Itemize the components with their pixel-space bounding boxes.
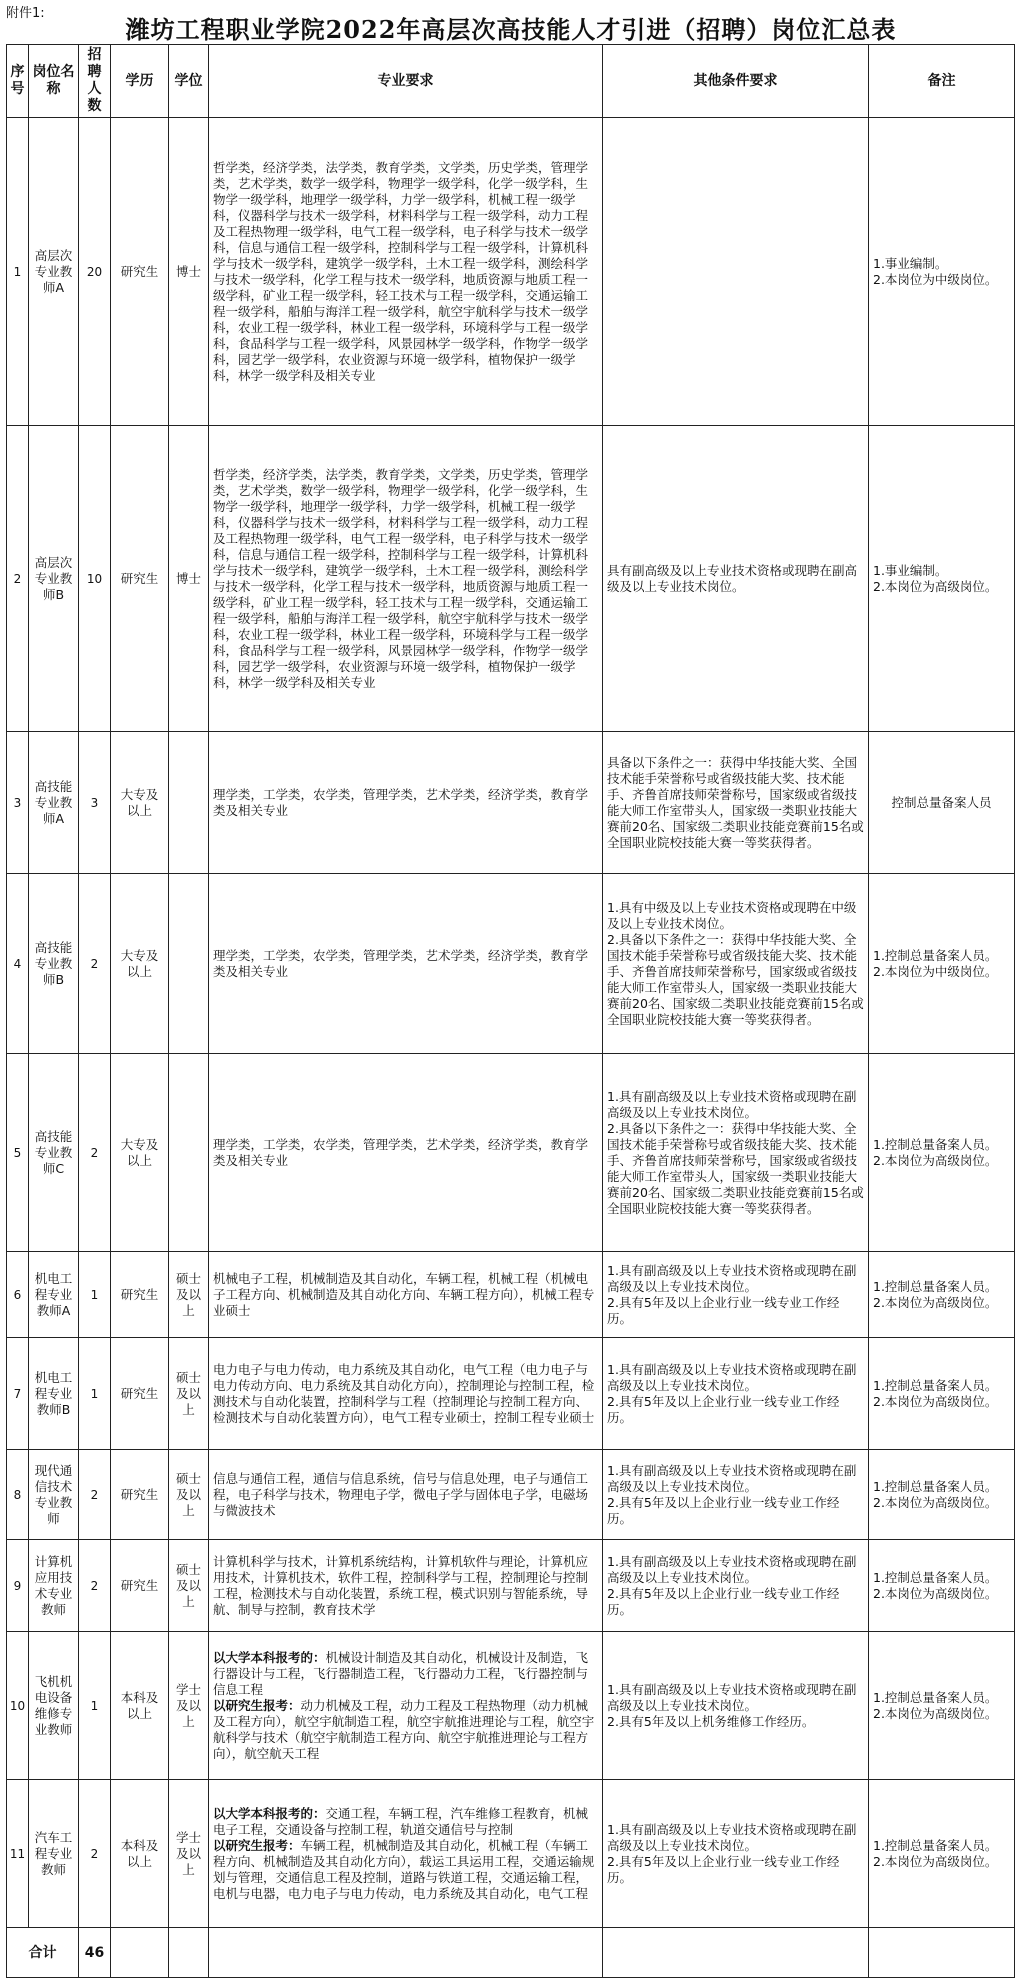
major-text: 哲学类，经济学类，法学类，教育学类，文学类，历史学类，管理学类，艺术学类，数学一级学科，物理学一级学科，化学一级学科，生物学一级学科，地理学一级学科，力学一级学科，机械工程一级学科，仪器科学与技术一级学科，材料科学与工程一级学科，动力工程及工程热物理一级学科，电气工程一级学科，电子科学与技术一级学科，信息与通信工程一级学科，控制科学与工程一级学科，计算机科学与技术一级学科，建筑学一级学科，土木工程一级学科，测绘科学与技术一级学科，化学工程与技术一级学科，地质资源与地质工程一级学科，矿业工程一级学科，轻工技术与工程一级学科，交通运输工程一级学科，船舶与海洋工程一级学科，航空宇航科学与技术一级学科，农业工程一级学科，林业工程一级学科，环境科学与工程一级学科，食品科学与工程一级学科，风景园林学一级学科，作物学一级学科，园艺学一级学科，农业资源与环境一级学科，植物保护一级学科，林学一级学科及相关专业: [213, 159, 589, 383]
cell-seq: 9: [7, 1540, 29, 1632]
cell-seq: 3: [7, 732, 29, 874]
cell-degree: 学士及以上: [169, 1632, 209, 1780]
table-row: [7, 732, 1015, 874]
cell-other: 1.具有副高级及以上专业技术资格或现聘在副高级及以上专业技术岗位。 2.具有5年及以上企业行业一线专业工作经历。: [603, 1540, 869, 1632]
total-row: [7, 1928, 1015, 1978]
cell-major: [209, 1338, 603, 1450]
cell-degree: 硕士及以上: [169, 1540, 209, 1632]
cell-other: 1.具有副高级及以上专业技术资格或现聘在副高级及以上专业技术岗位。 2.具有5年及以上企业行业一线专业工作经历。: [603, 1780, 869, 1928]
cell-post: 计算机应用技术专业教师: [29, 1540, 79, 1632]
cell-education: 研究生: [111, 1540, 169, 1632]
cell-remark: 1.控制总量备案人员。 2.本岗位为高级岗位。: [869, 1540, 1015, 1632]
cell-education: 研究生: [111, 426, 169, 732]
table-row: [7, 1780, 1015, 1928]
cell-education: 研究生: [111, 118, 169, 426]
cell-degree: 硕士及以上: [169, 1338, 209, 1450]
major-text: 理学类，工学类，农学类，管理学类，艺术学类，经济学类，教育学类及相关专业: [213, 947, 589, 979]
table-row: [7, 1252, 1015, 1338]
cell-degree: [169, 732, 209, 874]
major-undergrad-label: 以大学本科报考的：: [213, 1805, 326, 1821]
cell-major: [209, 1632, 603, 1780]
header-other: 其他条件要求: [603, 45, 869, 118]
cell-other: 具备以下条件之一：获得中华技能大奖、全国技术能手荣誉称号或省级技能大奖、技术能手、齐鲁首席技师荣誉称号，国家级或省级技能大师工作室带头人，国家级一类职业技能大赛前20名、国家级二类职业技能竞赛前15名或全国职业院校技能大赛一等奖获得者。: [603, 732, 869, 874]
total-value: 46: [79, 1928, 111, 1978]
header-education: 学历: [111, 45, 169, 118]
cell-major: [209, 1540, 603, 1632]
major-undergrad-label: 以大学本科报考的：: [213, 1649, 326, 1665]
cell-seq: 8: [7, 1450, 29, 1540]
cell-count: 10: [79, 426, 111, 732]
cell-education: 本科及以上: [111, 1632, 169, 1780]
cell-post: 机电工程专业教师A: [29, 1252, 79, 1338]
cell-degree: 博士: [169, 118, 209, 426]
cell-other: 1.具有副高级及以上专业技术资格或现聘在副高级及以上专业技术岗位。 2.具备以下条件之一：获得中华技能大奖、全国技术能手荣誉称号或省级技能大奖、技术能手、齐鲁首席技师荣誉称号，国家级或省级技能大师工作室带头人，国家级一类职业技能大赛前20名、国家级二类职业技能竞赛前15名或全国职业院校技能大赛一等奖获得者。: [603, 1054, 869, 1252]
major-graduate-text: 动力机械及工程，动力工程及工程热物理（动力机械及工程方向），航空宇航制造工程，航空宇航推进理论与工程，航空宇航科学与技术（航空宇航制造工程方向、航空宇航推进理论与工程方向），航空航天工程: [213, 1697, 595, 1761]
cell-seq: 4: [7, 874, 29, 1054]
cell-count: 2: [79, 874, 111, 1054]
cell-post: 汽车工程专业教师: [29, 1780, 79, 1928]
cell-count: 3: [79, 732, 111, 874]
cell-degree: 硕士及以上: [169, 1450, 209, 1540]
cell-major: [209, 1450, 603, 1540]
table-row: [7, 1450, 1015, 1540]
cell-seq: 6: [7, 1252, 29, 1338]
header-remark: 备注: [869, 45, 1015, 118]
cell-post: 高技能专业教师C: [29, 1054, 79, 1252]
cell-remark: 1.控制总量备案人员。 2.本岗位为高级岗位。: [869, 1338, 1015, 1450]
cell-count: 20: [79, 118, 111, 426]
cell-other: 1.具有中级及以上专业技术资格或现聘在中级及以上专业技术岗位。 2.具备以下条件之一：获得中华技能大奖、全国技术能手荣誉称号或省级技能大奖、技术能手、齐鲁首席技师荣誉称号，国家级或省级技能大师工作室带头人，国家级一类职业技能大赛前20名、国家级二类职业技能竞赛前15名或全国职业院校技能大赛一等奖获得者。: [603, 874, 869, 1054]
major-text: 机械电子工程，机械制造及其自动化，车辆工程，机械工程（机械电子工程方向、机械制造及其自动化方向、车辆工程方向），机械工程专业硕士: [213, 1270, 595, 1318]
table-row: [7, 1338, 1015, 1450]
cell-count: 1: [79, 1252, 111, 1338]
major-text: 信息与通信工程，通信与信息系统，信号与信息处理，电子与通信工程，电子科学与技术，物理电子学，微电子学与固体电子学，电磁场与微波技术: [213, 1470, 589, 1518]
cell-count: 2: [79, 1054, 111, 1252]
cell-post: 机电工程专业教师B: [29, 1338, 79, 1450]
major-text: 机械设计制造及其自动化，机械设计及制造，飞行器设计与工程，飞行器制造工程，飞行器动力工程，飞行器控制与信息工程: [213, 1649, 589, 1697]
cell-remark: 1.控制总量备案人员。 2.本岗位为高级岗位。: [869, 1252, 1015, 1338]
total-label: 合计: [7, 1928, 79, 1978]
cell-major: [209, 426, 603, 732]
cell-count: 1: [79, 1632, 111, 1780]
cell-education: 大专及以上: [111, 874, 169, 1054]
major-text: 计算机科学与技术，计算机系统结构，计算机软件与理论，计算机应用技术，计算机技术，软件工程，控制科学与工程，控制理论与控制工程，检测技术与自动化装置，系统工程，模式识别与智能系统，导航、制导与控制，教育技术学: [213, 1553, 589, 1617]
table-row: [7, 426, 1015, 732]
major-text: 交通工程，车辆工程，汽车维修工程教育，机械电子工程，交通设备与控制工程，轨道交通信号与控制: [213, 1805, 589, 1837]
cell-remark: 1.控制总量备案人员。 2.本岗位为高级岗位。: [869, 1450, 1015, 1540]
header-post: 岗位名称: [29, 45, 79, 118]
cell-major: [209, 1054, 603, 1252]
cell-major: [209, 874, 603, 1054]
header-degree: 学位: [169, 45, 209, 118]
major-text: 哲学类，经济学类，法学类，教育学类，文学类，历史学类，管理学类，艺术学类，数学一级学科，物理学一级学科，化学一级学科，生物学一级学科，地理学一级学科，力学一级学科，机械工程一级学科，仪器科学与技术一级学科，材料科学与工程一级学科，动力工程及工程热物理一级学科，电气工程一级学科，电子科学与技术一级学科，信息与通信工程一级学科，控制科学与工程一级学科，计算机科学与技术一级学科，建筑学一级学科，土木工程一级学科，测绘科学与技术一级学科，化学工程与技术一级学科，地质资源与地质工程一级学科，矿业工程一级学科，轻工技术与工程一级学科，交通运输工程一级学科，船舶与海洋工程一级学科，航空宇航科学与技术一级学科，农业工程一级学科，林业工程一级学科，环境科学与工程一级学科，食品科学与工程一级学科，风景园林学一级学科，作物学一级学科，园艺学一级学科，农业资源与环境一级学科，植物保护一级学科，林学一级学科及相关专业: [213, 466, 589, 690]
cell-remark: 控制总量备案人员: [869, 732, 1015, 874]
cell-post: 飞机机电设备维修专业教师: [29, 1632, 79, 1780]
table-row: [7, 1632, 1015, 1780]
cell-seq: 2: [7, 426, 29, 732]
table-row: [7, 1054, 1015, 1252]
cell-other: 1.具有副高级及以上专业技术资格或现聘在副高级及以上专业技术岗位。 2.具有5年及以上企业行业一线专业工作经历。: [603, 1338, 869, 1450]
cell-seq: 7: [7, 1338, 29, 1450]
major-text: 理学类，工学类，农学类，管理学类，艺术学类，经济学类，教育学类及相关专业: [213, 1136, 589, 1168]
cell-post: 高层次专业教师A: [29, 118, 79, 426]
major-graduate-text: 车辆工程，机械制造及其自动化，机械工程（车辆工程方向、机械制造及其自动化方向），载运工具运用工程，交通运输规划与管理，交通信息工程及控制，道路与铁道工程，交通运输工程，电机与电器，电力电子与电力传动，电力系统及其自动化，电气工程: [213, 1837, 595, 1901]
cell-degree: [169, 874, 209, 1054]
cell-education: 研究生: [111, 1450, 169, 1540]
cell-seq: 5: [7, 1054, 29, 1252]
header-major: 专业要求: [209, 45, 603, 118]
cell-education: 研究生: [111, 1252, 169, 1338]
cell-count: 1: [79, 1338, 111, 1450]
recruitment-table: [6, 44, 1015, 1978]
table-row: [7, 874, 1015, 1054]
cell-education: 研究生: [111, 1338, 169, 1450]
major-graduate-label: 以研究生报考：: [213, 1837, 301, 1853]
cell-other: 1.具有副高级及以上专业技术资格或现聘在副高级及以上专业技术岗位。 2.具有5年及以上企业行业一线专业工作经历。: [603, 1252, 869, 1338]
major-text: 理学类，工学类，农学类，管理学类，艺术学类，经济学类，教育学类及相关专业: [213, 786, 589, 818]
cell-post: 现代通信技术专业教师: [29, 1450, 79, 1540]
cell-education: 大专及以上: [111, 732, 169, 874]
cell-major: [209, 1780, 603, 1928]
cell-other: 1.具有副高级及以上专业技术资格或现聘在副高级及以上专业技术岗位。 2.具有5年及以上机务维修工作经历。: [603, 1632, 869, 1780]
header-row: [7, 45, 1015, 118]
major-graduate-label: 以研究生报考：: [213, 1697, 301, 1713]
page-title: 潍坊工程职业学院2022年高层次高技能人才引进（招聘）岗位汇总表: [125, 15, 897, 44]
header-count: 招聘人数: [79, 45, 111, 118]
cell-remark: 1.事业编制。 2.本岗位为中级岗位。: [869, 118, 1015, 426]
cell-remark: 1.控制总量备案人员。 2.本岗位为高级岗位。: [869, 1632, 1015, 1780]
cell-education: 大专及以上: [111, 1054, 169, 1252]
cell-post: 高技能专业教师A: [29, 732, 79, 874]
cell-degree: 博士: [169, 426, 209, 732]
table-row: [7, 1540, 1015, 1632]
header-seq: 序号: [7, 45, 29, 118]
cell-degree: 硕士及以上: [169, 1252, 209, 1338]
major-text: 电力电子与电力传动，电力系统及其自动化，电气工程（电力电子与电力传动方向、电力系统及其自动化方向），控制理论与控制工程，检测技术与自动化装置，控制科学与工程（控制理论与控制工程方向、检测技术与自动化装置方向），电气工程专业硕士，控制工程专业硕士: [213, 1361, 595, 1425]
cell-remark: 1.控制总量备案人员。 2.本岗位为中级岗位。: [869, 874, 1015, 1054]
table-row: [7, 118, 1015, 426]
cell-major: [209, 732, 603, 874]
cell-other: 1.具有副高级及以上专业技术资格或现聘在副高级及以上专业技术岗位。 2.具有5年及以上企业行业一线专业工作经历。: [603, 1450, 869, 1540]
cell-degree: 学士及以上: [169, 1780, 209, 1928]
cell-post: 高层次专业教师B: [29, 426, 79, 732]
cell-education: 本科及以上: [111, 1780, 169, 1928]
cell-other: [603, 118, 869, 426]
cell-post: 高技能专业教师B: [29, 874, 79, 1054]
cell-remark: 1.控制总量备案人员。 2.本岗位为高级岗位。: [869, 1054, 1015, 1252]
cell-remark: 1.控制总量备案人员。 2.本岗位为高级岗位。: [869, 1780, 1015, 1928]
cell-seq: 11: [7, 1780, 29, 1928]
cell-major: [209, 1252, 603, 1338]
cell-seq: 10: [7, 1632, 29, 1780]
attachment-label: 附件1:: [6, 6, 45, 21]
cell-major: [209, 118, 603, 426]
cell-count: 2: [79, 1540, 111, 1632]
cell-seq: 1: [7, 118, 29, 426]
cell-count: 2: [79, 1780, 111, 1928]
cell-degree: [169, 1054, 209, 1252]
cell-count: 2: [79, 1450, 111, 1540]
cell-remark: 1.事业编制。 2.本岗位为高级岗位。: [869, 426, 1015, 732]
cell-other: 具有副高级及以上专业技术资格或现聘在副高级及以上专业技术岗位。: [603, 426, 869, 732]
